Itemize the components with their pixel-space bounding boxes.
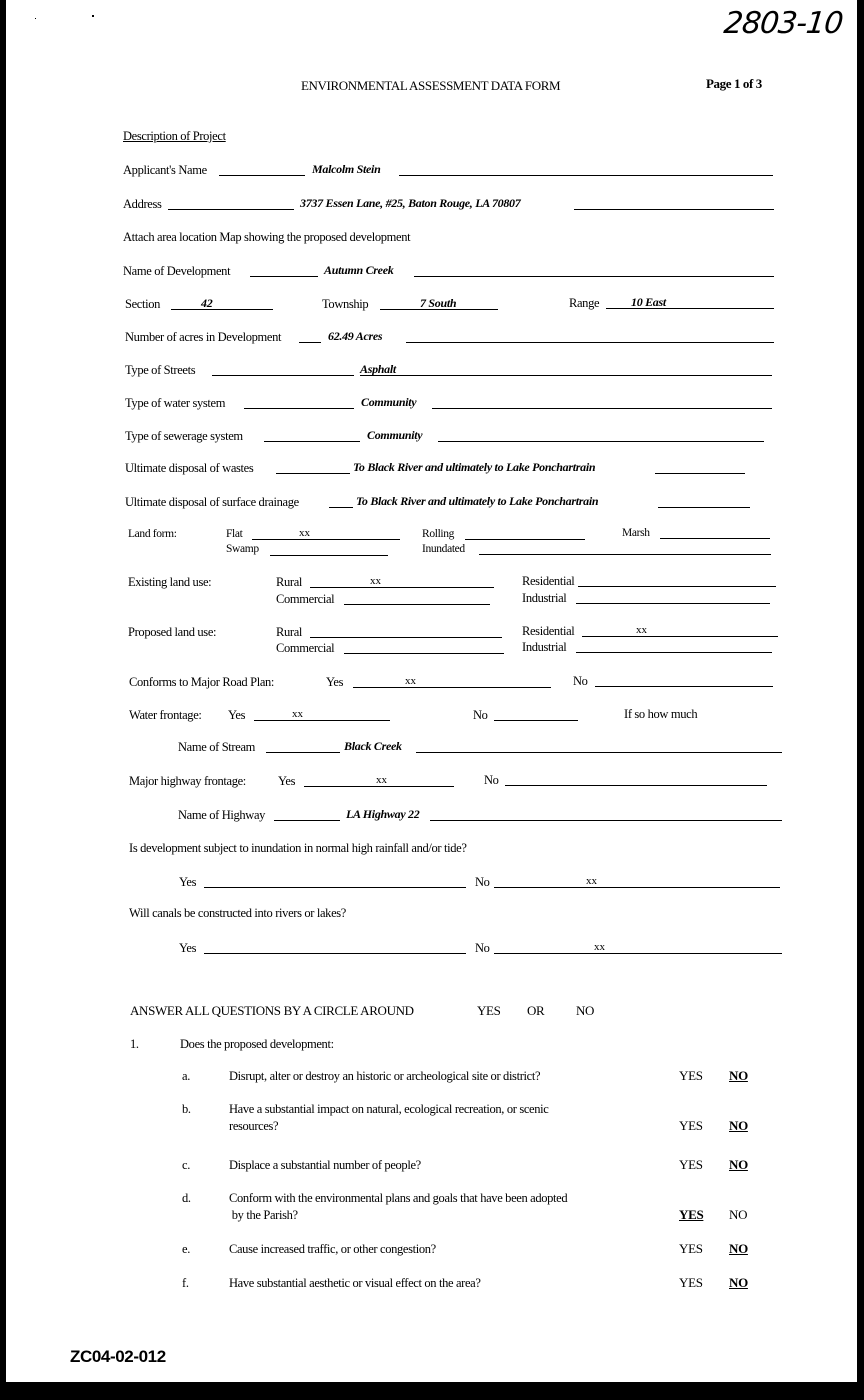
sewerage-system-line-ext[interactable] xyxy=(438,441,764,442)
proposed-rural-label: Rural xyxy=(276,625,303,639)
existing-residential-label: Residential xyxy=(522,574,575,588)
instructions-text: ANSWER ALL QUESTIONS BY A CIRCLE AROUND xyxy=(130,1003,414,1018)
canals-yes-label: Yes xyxy=(179,941,197,955)
road-plan-label: Conforms to Major Road Plan: xyxy=(129,675,275,689)
question-1b-text-line1: Have a substantial impact on natural, ecological recreation, or scenic xyxy=(229,1102,549,1116)
handwritten-file-number: 2803-10 xyxy=(722,6,845,41)
proposed-residential-line[interactable] xyxy=(582,636,778,637)
development-name-line[interactable] xyxy=(250,276,318,277)
question-1e-text: Cause increased traffic, or other congestion? xyxy=(229,1242,436,1256)
applicant-name-line[interactable] xyxy=(219,175,305,176)
land-form-flat-value[interactable]: xx xyxy=(299,527,310,539)
scan-speck xyxy=(35,18,36,19)
question-1f-yes[interactable]: YES xyxy=(679,1275,703,1290)
road-plan-yes-label: Yes xyxy=(326,675,344,689)
stream-name-line-ext[interactable] xyxy=(416,752,782,753)
proposed-residential-label: Residential xyxy=(522,624,575,638)
proposed-residential-value[interactable]: xx xyxy=(636,624,647,636)
question-1-text: Does the proposed development: xyxy=(180,1037,334,1051)
section-heading: Description of Project xyxy=(123,129,226,143)
instructions-yes: YES xyxy=(477,1003,501,1018)
sewerage-system-value[interactable]: Community xyxy=(367,428,423,442)
existing-commercial-line[interactable] xyxy=(344,604,490,605)
question-1e-no-selected[interactable]: NO xyxy=(729,1241,748,1256)
question-1b-letter: b. xyxy=(182,1102,191,1116)
development-name-label: Name of Development xyxy=(123,264,231,278)
sewerage-system-label: Type of sewerage system xyxy=(125,429,243,443)
question-1d-letter: d. xyxy=(182,1191,191,1205)
proposed-commercial-label: Commercial xyxy=(276,641,335,655)
land-form-flat-label: Flat xyxy=(226,528,243,540)
question-1b-no-selected[interactable]: NO xyxy=(729,1118,748,1133)
road-plan-no-line[interactable] xyxy=(595,686,773,687)
water-frontage-yes-label: Yes xyxy=(228,708,246,722)
highway-frontage-yes-line[interactable] xyxy=(304,786,454,787)
water-frontage-yes-value[interactable]: xx xyxy=(292,708,303,720)
proposed-industrial-line[interactable] xyxy=(576,652,772,653)
acres-line-ext[interactable] xyxy=(406,342,774,343)
address-label: Address xyxy=(123,197,162,211)
sewerage-system-line[interactable] xyxy=(264,441,360,442)
land-form-swamp-label: Swamp xyxy=(226,543,259,555)
inundation-no-line[interactable] xyxy=(494,887,780,888)
inundation-yes-line[interactable] xyxy=(204,887,466,888)
applicant-name-label: Applicant's Name xyxy=(123,163,207,177)
question-1a-yes[interactable]: YES xyxy=(679,1068,703,1083)
stream-name-line[interactable] xyxy=(266,752,340,753)
question-1d-yes-selected[interactable]: YES xyxy=(679,1207,704,1222)
question-1a-text: Disrupt, alter or destroy an historic or archeological site or district? xyxy=(229,1069,541,1083)
existing-residential-line[interactable] xyxy=(578,586,776,587)
form-title: ENVIRONMENTAL ASSESSMENT DATA FORM xyxy=(301,78,561,93)
water-frontage-yes-line[interactable] xyxy=(254,720,390,721)
existing-rural-line[interactable] xyxy=(310,587,494,588)
highway-name-line-ext[interactable] xyxy=(430,820,782,821)
proposed-commercial-line[interactable] xyxy=(344,653,504,654)
land-form-flat-line[interactable] xyxy=(252,539,400,540)
canals-no-label: No xyxy=(475,941,490,955)
highway-frontage-no-label: No xyxy=(484,773,499,787)
highway-frontage-no-line[interactable] xyxy=(505,785,767,786)
proposed-land-use-label: Proposed land use: xyxy=(128,625,217,639)
land-form-label: Land form: xyxy=(128,528,177,540)
inundation-yes-label: Yes xyxy=(179,875,197,889)
land-form-rolling-label: Rolling xyxy=(422,528,455,540)
address-line[interactable] xyxy=(168,209,294,210)
instructions-or: OR xyxy=(527,1003,545,1018)
drainage-disposal-value[interactable]: To Black River and ultimately to Lake Ponchartrain xyxy=(356,494,599,508)
form-page xyxy=(6,0,857,1382)
canals-question: Will canals be constructed into rivers or lakes? xyxy=(129,906,346,920)
highway-frontage-yes-value[interactable]: xx xyxy=(376,774,387,786)
road-plan-no-label: No xyxy=(573,674,588,688)
canals-yes-line[interactable] xyxy=(204,953,466,954)
existing-land-use-label: Existing land use: xyxy=(128,575,212,589)
address-value[interactable]: 3737 Essen Lane, #25, Baton Rouge, LA 70807 xyxy=(300,196,521,210)
streets-label: Type of Streets xyxy=(125,363,196,377)
address-line-ext[interactable] xyxy=(574,209,774,210)
development-name-value[interactable]: Autumn Creek xyxy=(324,263,394,277)
existing-rural-value[interactable]: xx xyxy=(370,575,381,587)
question-1e-letter: e. xyxy=(182,1242,190,1256)
question-1a-letter: a. xyxy=(182,1069,190,1083)
range-value[interactable]: 10 East xyxy=(631,295,666,309)
stream-name-value[interactable]: Black Creek xyxy=(344,739,402,753)
highway-name-line[interactable] xyxy=(274,820,340,821)
inundation-no-label: No xyxy=(475,875,490,889)
question-1b-text-line2: resources? xyxy=(229,1119,279,1133)
water-system-label: Type of water system xyxy=(125,396,226,410)
land-form-rolling-line[interactable] xyxy=(465,539,585,540)
drainage-disposal-label: Ultimate disposal of surface drainage xyxy=(125,495,299,509)
attach-map-note: Attach area location Map showing the proposed development xyxy=(123,230,411,244)
township-label: Township xyxy=(322,297,369,311)
water-frontage-no-line[interactable] xyxy=(494,720,578,721)
question-1f-no-selected[interactable]: NO xyxy=(729,1275,748,1290)
question-1c-letter: c. xyxy=(182,1158,190,1172)
water-system-line[interactable] xyxy=(244,408,354,409)
water-frontage-no-label: No xyxy=(473,708,488,722)
proposed-rural-line[interactable] xyxy=(310,637,502,638)
drainage-disposal-line-ext[interactable] xyxy=(658,507,750,508)
existing-industrial-line[interactable] xyxy=(576,603,770,604)
question-1d-text-line2: by the Parish? xyxy=(229,1208,298,1222)
highway-frontage-yes-label: Yes xyxy=(278,774,296,788)
water-system-line-ext[interactable] xyxy=(432,408,772,409)
development-name-line-ext[interactable] xyxy=(414,276,774,277)
township-value[interactable]: 7 South xyxy=(420,296,457,310)
question-1a-no-selected[interactable]: NO xyxy=(729,1068,748,1083)
canals-no-line[interactable] xyxy=(494,953,782,954)
existing-industrial-label: Industrial xyxy=(522,591,567,605)
streets-line-ext[interactable] xyxy=(360,375,772,376)
question-1d-no[interactable]: NO xyxy=(729,1207,748,1222)
inundation-question: Is development subject to inundation in normal high rainfall and/or tide? xyxy=(129,841,467,855)
land-form-inundated-label: Inundated xyxy=(422,543,465,555)
waste-disposal-line-ext[interactable] xyxy=(655,473,745,474)
question-1f-letter: f. xyxy=(182,1276,189,1290)
question-1c-text: Displace a substantial number of people? xyxy=(229,1158,421,1172)
water-system-value[interactable]: Community xyxy=(361,395,417,409)
waste-disposal-line[interactable] xyxy=(276,473,350,474)
land-form-inundated-line[interactable] xyxy=(479,554,771,555)
applicant-name-value[interactable]: Malcolm Stein xyxy=(312,162,381,176)
section-line[interactable] xyxy=(171,309,273,310)
acres-label: Number of acres in Development xyxy=(125,330,282,344)
question-1f-text: Have substantial aesthetic or visual effect on the area? xyxy=(229,1276,481,1290)
land-form-marsh-label: Marsh xyxy=(622,527,650,539)
question-1c-yes[interactable]: YES xyxy=(679,1157,703,1172)
highway-frontage-label: Major highway frontage: xyxy=(129,774,246,788)
range-label: Range xyxy=(569,296,600,310)
land-form-swamp-line[interactable] xyxy=(270,555,388,556)
page-indicator: Page 1 of 3 xyxy=(706,76,762,91)
question-1b-yes[interactable]: YES xyxy=(679,1118,703,1133)
scan-speck xyxy=(92,15,94,17)
land-form-marsh-line[interactable] xyxy=(660,538,770,539)
existing-rural-label: Rural xyxy=(276,575,303,589)
proposed-industrial-label: Industrial xyxy=(522,640,567,654)
road-plan-yes-line[interactable] xyxy=(353,687,551,688)
streets-line[interactable] xyxy=(212,375,354,376)
applicant-name-line-ext[interactable] xyxy=(399,175,773,176)
drainage-disposal-line[interactable] xyxy=(329,507,353,508)
existing-commercial-label: Commercial xyxy=(276,592,335,606)
section-label: Section xyxy=(125,297,161,311)
stream-name-label: Name of Stream xyxy=(178,740,256,754)
water-frontage-label: Water frontage: xyxy=(129,708,202,722)
inundation-no-value[interactable]: xx xyxy=(586,875,597,887)
acres-value[interactable]: 62.49 Acres xyxy=(328,329,383,343)
document-code: ZC04-02-012 xyxy=(70,1347,166,1366)
question-1c-no-selected[interactable]: NO xyxy=(729,1157,748,1172)
highway-name-value[interactable]: LA Highway 22 xyxy=(346,807,420,821)
question-1d-text-line1: Conform with the environmental plans and goals that have been adopted xyxy=(229,1191,568,1205)
water-frontage-how-much-label: If so how much xyxy=(624,707,698,721)
streets-value[interactable]: Asphalt xyxy=(360,362,396,376)
question-1e-yes[interactable]: YES xyxy=(679,1241,703,1256)
question-1-number: 1. xyxy=(130,1037,139,1051)
waste-disposal-label: Ultimate disposal of wastes xyxy=(125,461,254,475)
section-value[interactable]: 42 xyxy=(201,296,213,310)
road-plan-yes-value[interactable]: xx xyxy=(405,675,416,687)
instructions-no: NO xyxy=(576,1003,595,1018)
highway-name-label: Name of Highway xyxy=(178,808,266,822)
waste-disposal-value[interactable]: To Black River and ultimately to Lake Ponchartrain xyxy=(353,460,596,474)
canals-no-value[interactable]: xx xyxy=(594,941,605,953)
acres-line[interactable] xyxy=(299,342,321,343)
